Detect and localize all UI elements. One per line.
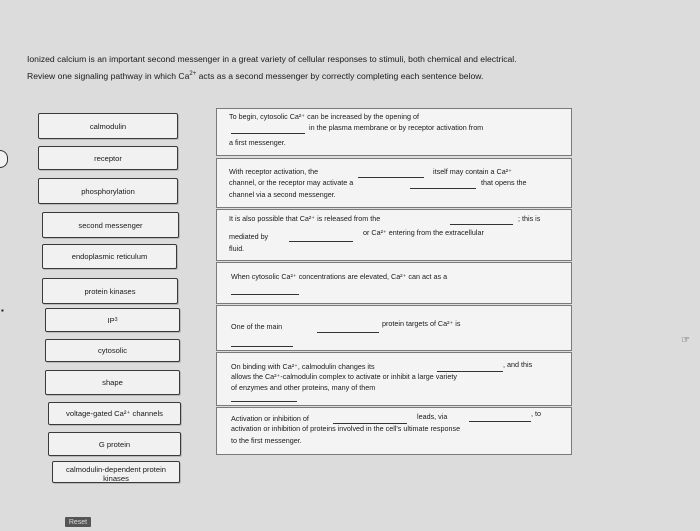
sentence-7-text-e: to the first messenger. — [231, 436, 302, 445]
sentence-1-text-a: To begin, cytosolic Ca²⁺ can be increased by the opening of — [229, 112, 419, 121]
sentence-2-text-d: that opens the — [481, 178, 527, 187]
label-phosphorylation[interactable]: phosphorylation — [38, 178, 178, 204]
sentence-7-text-d: activation or inhibition of proteins involved in the cell's ultimate response — [231, 424, 461, 433]
sentence-5 — [216, 305, 572, 351]
sentence-2-blank-2[interactable] — [410, 188, 476, 189]
sentence-3-text-d: or Ca²⁺ entering from the extracellular — [363, 228, 484, 237]
sentence-6-blank-2[interactable] — [231, 401, 297, 402]
instructions-line-1: Ionized calcium is an important second messenger in a great variety of cellular responses to stimuli, both chemical and electrical. — [27, 54, 517, 64]
label-calmodulin-dependent-protein-kinases[interactable]: calmodulin-dependent protein kinases — [52, 461, 180, 483]
sentence-3-text-a: It is also possible that Ca²⁺ is released from the — [229, 214, 381, 223]
label-endoplasmic-reticulum[interactable]: endoplasmic reticulum — [42, 244, 177, 269]
sentence-7 — [216, 407, 572, 455]
sentence-6-text-b: , and this — [503, 360, 533, 369]
sentence-4-text-a: When cytosolic Ca²⁺ concentrations are elevated, Ca²⁺ can act as a — [231, 272, 448, 281]
sentence-5-blank-2[interactable] — [231, 346, 293, 347]
sentence-3 — [216, 209, 572, 261]
sentence-4 — [216, 262, 572, 304]
sentence-7-text-c: , to — [531, 409, 541, 418]
label-cytosolic[interactable]: cytosolic — [45, 339, 180, 362]
label-receptor[interactable]: receptor — [38, 146, 178, 170]
sentence-2-text-a: With receptor activation, the — [229, 167, 319, 176]
sentence-3-blank-1[interactable] — [450, 224, 513, 225]
label-shape[interactable]: shape — [45, 370, 180, 395]
sentence-6-text-d: of enzymes and other proteins, many of them — [231, 383, 376, 392]
sentence-7-blank-2[interactable] — [469, 421, 531, 422]
sentence-1-blank-1[interactable] — [231, 133, 305, 134]
side-marker: ▪ — [1, 306, 4, 315]
sentence-1-text-b: in the plasma membrane or by receptor activation from — [309, 123, 484, 132]
sentence-7-text-b: leads, via — [417, 412, 448, 421]
instructions-line-2: Review one signaling pathway in which $Ca^{2+}$ acts as a second messenger by correctly completing each sentence below. — [27, 70, 484, 81]
sentence-6 — [216, 352, 572, 406]
pointer-cursor-icon: ☞ — [681, 335, 690, 346]
side-handle[interactable] — [0, 150, 8, 168]
sentence-3-text-c: mediated by — [229, 232, 269, 241]
sentence-1-text-c: a first messenger. — [229, 138, 286, 147]
sentence-3-text-e: fluid. — [229, 244, 245, 253]
label-voltage-gated-channels[interactable]: voltage-gated Ca²⁺ channels — [48, 402, 181, 425]
sentence-2-text-b: itself may contain a Ca²⁺ — [433, 167, 512, 176]
sentence-2-text-c: channel, or the receptor may activate a — [229, 178, 354, 187]
reset-button[interactable]: Reset — [65, 517, 91, 527]
label-ip3[interactable]: IP 3 — [45, 308, 180, 332]
sentence-6-text-a: On binding with Ca²⁺, calmodulin changes its — [231, 362, 375, 371]
sentence-5-blank-1[interactable] — [317, 332, 379, 333]
sentence-6-text-c: allows the Ca²⁺-calmodulin complex to activate or inhibit a large variety — [231, 372, 457, 381]
sentence-1 — [216, 108, 572, 156]
sentence-2-blank-1[interactable] — [358, 177, 424, 178]
label-g-protein[interactable]: G protein — [48, 432, 181, 456]
sentence-2 — [216, 158, 572, 208]
sentence-3-text-b: ; this is — [518, 214, 541, 223]
sentence-3-blank-2[interactable] — [289, 241, 353, 242]
instructions — [27, 52, 692, 84]
sentence-5-text-a: One of the main — [231, 322, 283, 331]
label-protein-kinases[interactable]: protein kinases — [42, 278, 178, 304]
sentence-5-text-b: protein targets of Ca²⁺ is — [382, 319, 461, 328]
sentence-7-text-a: Activation or inhibition of — [231, 414, 309, 423]
sentence-2-text-e: channel via a second messenger. — [229, 190, 336, 199]
label-calmodulin[interactable]: calmodulin — [38, 113, 178, 139]
sentence-4-blank-1[interactable] — [231, 294, 299, 295]
label-second-messenger[interactable]: second messenger — [42, 212, 179, 238]
